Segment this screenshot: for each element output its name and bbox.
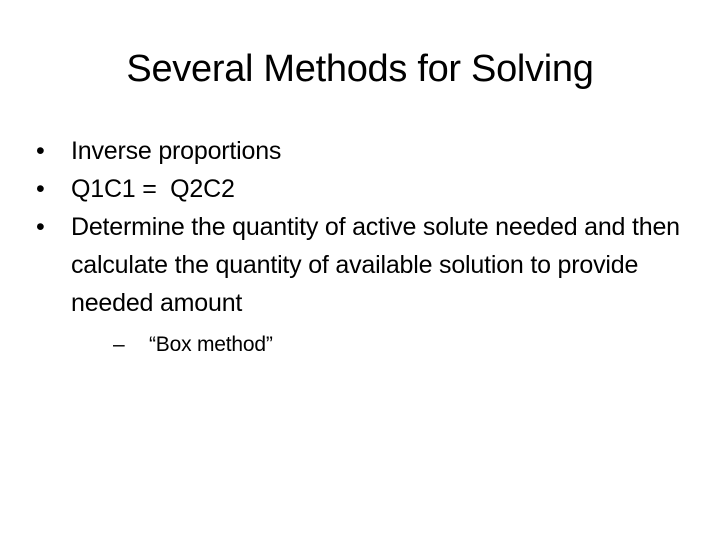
bullet-list [36, 132, 686, 362]
sub-bullet-item [71, 328, 686, 362]
bullet-marker: • [36, 175, 45, 203]
bullet-item-formula [36, 170, 686, 208]
bullet-marker: • [36, 137, 45, 165]
bullet-item-determine-quantity [36, 208, 686, 362]
bullet-item-inverse-proportions [36, 132, 686, 170]
sub-bullet-marker: – [113, 333, 125, 356]
slide-title: Several Methods for Solving [126, 48, 594, 90]
bullet-text: Q1C1 = Q2C2 [71, 175, 235, 203]
sub-bullet-text: “Box method” [149, 333, 273, 356]
bullet-text: Determine the quantity of active solute needed and then calculate the quantity of available solution to provide needed amount [71, 213, 680, 317]
bullet-marker: • [36, 213, 45, 241]
bullet-text: Inverse proportions [71, 137, 282, 165]
